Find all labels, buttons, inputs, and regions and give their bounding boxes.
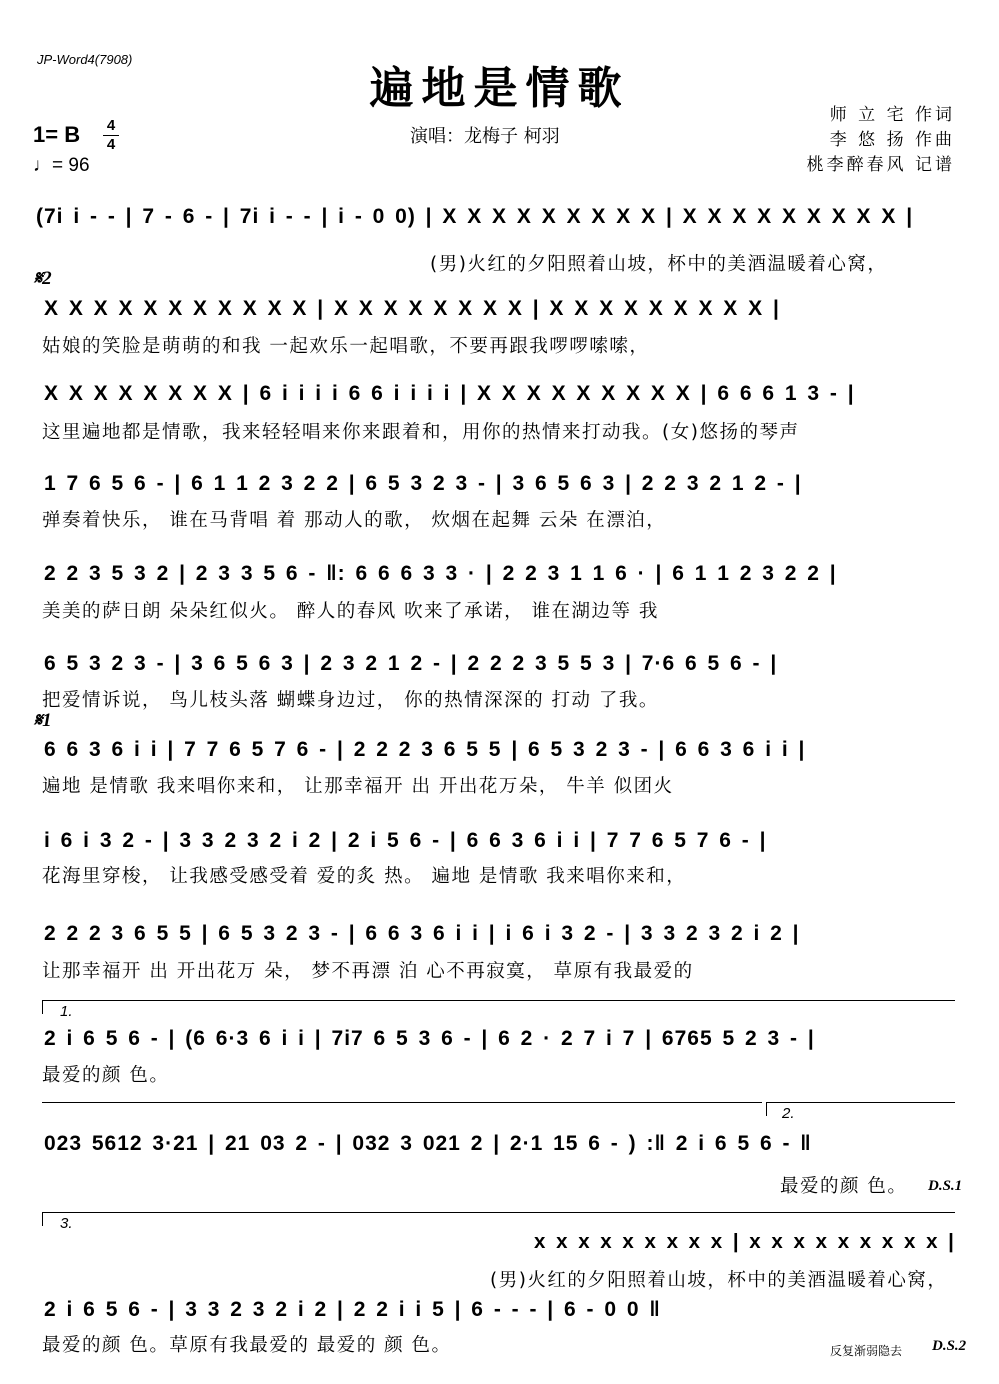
quarter-note-icon: ♩ [33, 155, 52, 176]
lyric-line: 最爱的颜 色。 [42, 1065, 170, 1086]
lyric-line: 美美的萨日朗 朵朵红似火。 醉人的春风 吹来了承诺， 谁在湖边等 我 [42, 601, 659, 622]
notation-line: 6 5 3 2 3 - | 3 6 5 6 3 | 2 3 2 1 2 - | 2 2 2 3 5 5 3 | 7·6 6 5 6 - | [44, 652, 778, 675]
singer-credit: 演唱：龙梅子 柯羽 [410, 126, 560, 147]
source-label: JP-Word4(7908) [37, 52, 133, 67]
notation-line: 2 i 6 5 6 - | 3 3 2 3 2 i 2 | 2 2 i i 5 | 6 - - - | 6 - 0 0 ‖ [44, 1298, 661, 1321]
notation-line: 1 7 6 5 6 - | 6 1 1 2 3 2 2 | 6 5 3 2 3 - | 3 6 5 6 3 | 2 2 3 2 1 2 - | [44, 472, 802, 495]
volta-1-continue-line [42, 1102, 762, 1103]
transcriber-credit: 桃李醉春风 记谱 [806, 155, 955, 175]
composer-credit: 李 悠 扬 作曲 [829, 130, 955, 150]
lyric-line: 最爱的颜 色。 [780, 1176, 908, 1197]
lyric-line: 最爱的颜 色。草原有我最爱的 最爱的 颜 色。 [42, 1335, 452, 1356]
volta-3-edge [42, 1212, 43, 1226]
lyric-line: 这里遍地都是情歌，我来轻轻唱来你来跟着和，用你的热情来打动我。(女)悠扬的琴声 [42, 422, 800, 443]
volta-3-label: 3. [60, 1215, 73, 1232]
notation-line: 6 6 3 6 i i | 7 7 6 5 7 6 - | 2 2 2 3 6 5 5 | 6 5 3 2 3 - | 6 6 3 6 i i | [44, 738, 806, 761]
volta-2-label: 2. [782, 1105, 795, 1122]
notation-line: 2 2 3 5 3 2 | 2 3 3 5 6 - ‖: 6 6 6 3 3 · | 2 2 3 1 1 6 · | 6 1 1 2 3 2 2 | [44, 562, 837, 585]
volta-1-line [42, 1000, 955, 1001]
volta-2-line [766, 1102, 955, 1103]
notation-line: 2 2 2 3 6 5 5 | 6 5 3 2 3 - | 6 6 3 6 i i | i 6 i 3 2 - | 3 3 2 3 2 i 2 | [44, 922, 800, 945]
lyric-line: 弹奏着快乐， 谁在马背唱 着 那动人的歌， 炊烟在起舞 云朵 在漂泊， [42, 510, 667, 531]
lyric-line: 让那幸福开 出 开出花万 朵， 梦不再漂 泊 心不再寂寞， 草原有我最爱的 [42, 961, 694, 982]
tempo-marking [33, 155, 90, 177]
lyric-line: 花海里穿梭， 让我感受感受着 爱的炙 热。 遍地 是情歌 我来唱你来和， [42, 866, 687, 887]
key-signature: 1= B [33, 122, 81, 147]
volta-1-edge [42, 1000, 43, 1014]
notation-line: X X X X X X X X | 6 i i i i 6 6 i i i i | X X X X X X X X X | 6 6 6 1 3 - | [44, 382, 855, 405]
lyric-line: 把爱情诉说， 鸟儿枝头落 蝴蝶身边过， 你的热情深深的 打动 了我。 [42, 690, 659, 711]
notation-line: 2 i 6 5 6 - | (6 6·3 6 i i | 7i7 6 5 3 6 - | 6 2 · 2 7 i 7 | 6765 5 2 3 - | [44, 1027, 815, 1050]
ds2-mark: D.S.2 [932, 1338, 967, 1354]
volta-2-edge [766, 1102, 767, 1116]
time-sig-top: 4 [106, 117, 116, 134]
lyric-line: 遍地 是情歌 我来唱你来和， 让那幸福开 出 开出花万朵， 牛羊 似团火 [42, 776, 674, 797]
segno-1-mark: 𝄋1 [34, 710, 52, 731]
notation-line: X X X X X X X X X X X | X X X X X X X X | X X X X X X X X X | [44, 297, 780, 320]
notation-line: 023 5612 3·21 | 21 03 2 - | 032 3 021 2 | 2·1 15 6 - ) :‖ 2 i 6 5 6 - ‖ [44, 1132, 812, 1155]
notation-line: i 6 i 3 2 - | 3 3 2 3 2 i 2 | 2 i 5 6 - | 6 6 3 6 i i | 7 7 6 5 7 6 - | [44, 829, 767, 852]
segno-2-mark: 𝄋2 [34, 268, 52, 289]
ds1-mark: D.S.1 [928, 1178, 963, 1194]
notation-line: (7i i - - | 7 - 6 - | 7i i - - | i - 0 0) | X X X X X X X X X | X X X X X X X X X | [36, 205, 914, 228]
lyric-line: (男)火红的夕阳照着山坡，杯中的美酒温暖着心窝， [430, 254, 888, 275]
volta-3-line [42, 1212, 955, 1213]
lyricist-credit: 师 立 宅 作词 [829, 105, 955, 125]
lyric-line: 姑娘的笑脸是萌萌的和我 一起欢乐一起唱歌，不要再跟我啰啰嗦嗦， [42, 336, 650, 357]
lyric-line: (男)火红的夕阳照着山坡，杯中的美酒温暖着心窝， [490, 1270, 948, 1291]
tempo-value: = 96 [52, 155, 90, 176]
fade-out-note: 反复渐弱隐去 [830, 1344, 903, 1358]
time-signature [103, 118, 119, 153]
page-title: 遍地是情歌 [369, 63, 630, 114]
volta-1-label: 1. [60, 1003, 73, 1020]
time-sig-bottom: 4 [106, 136, 116, 153]
notation-line: x x x x x x x x x | x x x x x x x x x | [534, 1230, 955, 1253]
